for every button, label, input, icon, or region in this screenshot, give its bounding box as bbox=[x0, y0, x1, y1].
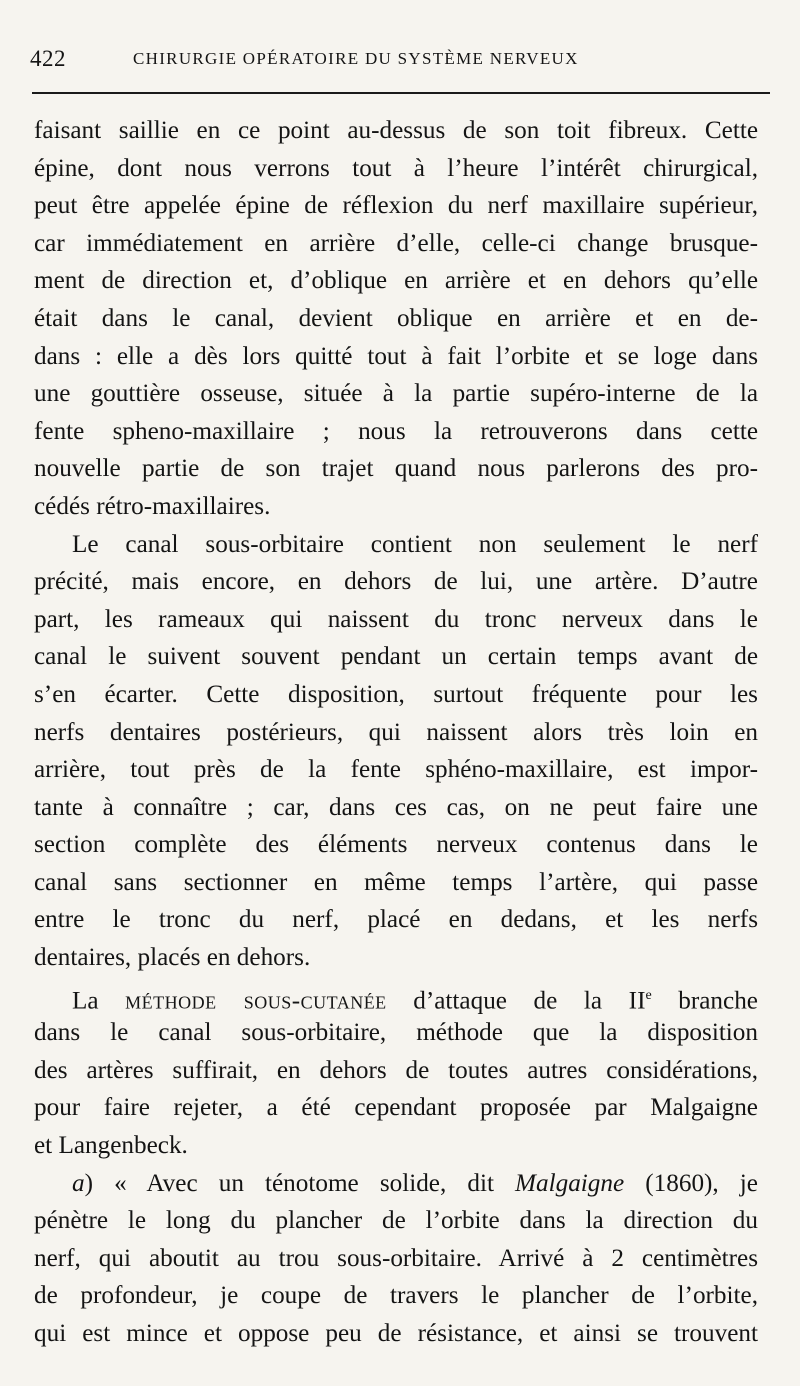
text-line: nouvelle partie de son trajet quand nous parlerons des pro- bbox=[34, 455, 758, 483]
text-line: et Langenbeck. bbox=[34, 1132, 188, 1160]
text-line: qui est mince et oppose peu de résistance, et ainsi se trouvent bbox=[34, 1320, 758, 1347]
text-line: faisant saillie en ce point au-dessus de son toit fibreux. Cette bbox=[34, 117, 758, 144]
text-line: cédés rétro-maxillaires. bbox=[34, 492, 271, 520]
text-line: tante à connaître ; car, dans ces cas, on ne peut faire une bbox=[34, 793, 758, 821]
text-line: dentaires, placés en dehors. bbox=[34, 944, 311, 972]
text-line: des artères suffirait, en dehors de toutes autres considérations, bbox=[34, 1056, 758, 1084]
text-run: La bbox=[72, 987, 126, 1015]
item-letter: a bbox=[72, 1169, 85, 1197]
text-line: entre le tronc du nerf, placé en dedans, et les nerfs bbox=[34, 906, 758, 934]
method-small-caps: méthode sous-cutanée bbox=[125, 987, 387, 1015]
text-line: s’en écarter. Cette disposition, surtout fréquente pour les bbox=[34, 680, 758, 708]
text-run: branche bbox=[651, 987, 758, 1015]
text-line: Le canal sous-orbitaire contient non seulement le nerf bbox=[72, 530, 758, 558]
text-line: canal le suivent souvent pendant un certain temps avant de bbox=[34, 643, 758, 671]
text-line: une gouttière osseuse, située à la partie supéro-interne de la bbox=[34, 380, 758, 408]
running-head bbox=[30, 38, 760, 78]
text-run: ) « Avec un ténotome solide, dit bbox=[84, 1169, 516, 1197]
page-number: 422 bbox=[30, 46, 66, 71]
text-line: section complète des éléments nerveux contenus dans le bbox=[34, 831, 758, 859]
text-line: pénètre le long du plancher de l’orbite dans la direction du bbox=[34, 1207, 758, 1235]
text-line: était dans le canal, devient oblique en arrière et en de- bbox=[34, 304, 758, 332]
body-text bbox=[34, 112, 758, 1353]
text-line: de profondeur, je coupe de travers le plancher de l’orbite, bbox=[34, 1282, 758, 1310]
text-line: nerfs dentaires postérieurs, qui naissent alors très loin en bbox=[34, 718, 758, 746]
author-name: Malgaigne bbox=[515, 1169, 625, 1197]
header-rule bbox=[32, 92, 770, 94]
text-line: car immédiatement en arrière d’elle, celle-ci change brusque- bbox=[34, 229, 758, 257]
text-line: canal sans sectionner en même temps l’artère, qui passe bbox=[34, 868, 758, 896]
text-run: (1860), je bbox=[624, 1169, 758, 1197]
text-line bbox=[34, 977, 758, 1015]
text-run: d’attaque de la II bbox=[386, 987, 646, 1015]
text-line: peut être appelée épine de réflexion du nerf maxillaire supérieur, bbox=[34, 192, 758, 220]
text-line: épine, dont nous verrons tout à l’heure l’intérêt chirurgical, bbox=[34, 154, 758, 182]
text-line: dans le canal sous-orbitaire, méthode que la disposition bbox=[34, 1019, 758, 1047]
text-line bbox=[34, 1165, 758, 1203]
text-line: précité, mais encore, en dehors de lui, une artère. D’autre bbox=[34, 568, 758, 596]
text-line: arrière, tout près de la fente sphéno-maxillaire, est impor- bbox=[34, 756, 758, 784]
text-line: ment de direction et, d’oblique en arrière et en dehors qu’elle bbox=[34, 267, 758, 295]
text-line: part, les rameaux qui naissent du tronc nerveux dans le bbox=[34, 605, 758, 633]
text-line: fente spheno-maxillaire ; nous la retrouverons dans cette bbox=[34, 417, 758, 445]
text-line: dans : elle a dès lors quitté tout à fait l’orbite et se loge dans bbox=[34, 342, 758, 370]
text-line: nerf, qui aboutit au trou sous-orbitaire. Arrivé à 2 centimètres bbox=[34, 1244, 758, 1272]
text-line: pour faire rejeter, a été cependant proposée par Malgaigne bbox=[34, 1094, 758, 1122]
superscript: e bbox=[645, 987, 652, 1003]
running-title: CHIRURGIE OPÉRATOIRE DU SYSTÈME NERVEUX bbox=[133, 49, 579, 68]
